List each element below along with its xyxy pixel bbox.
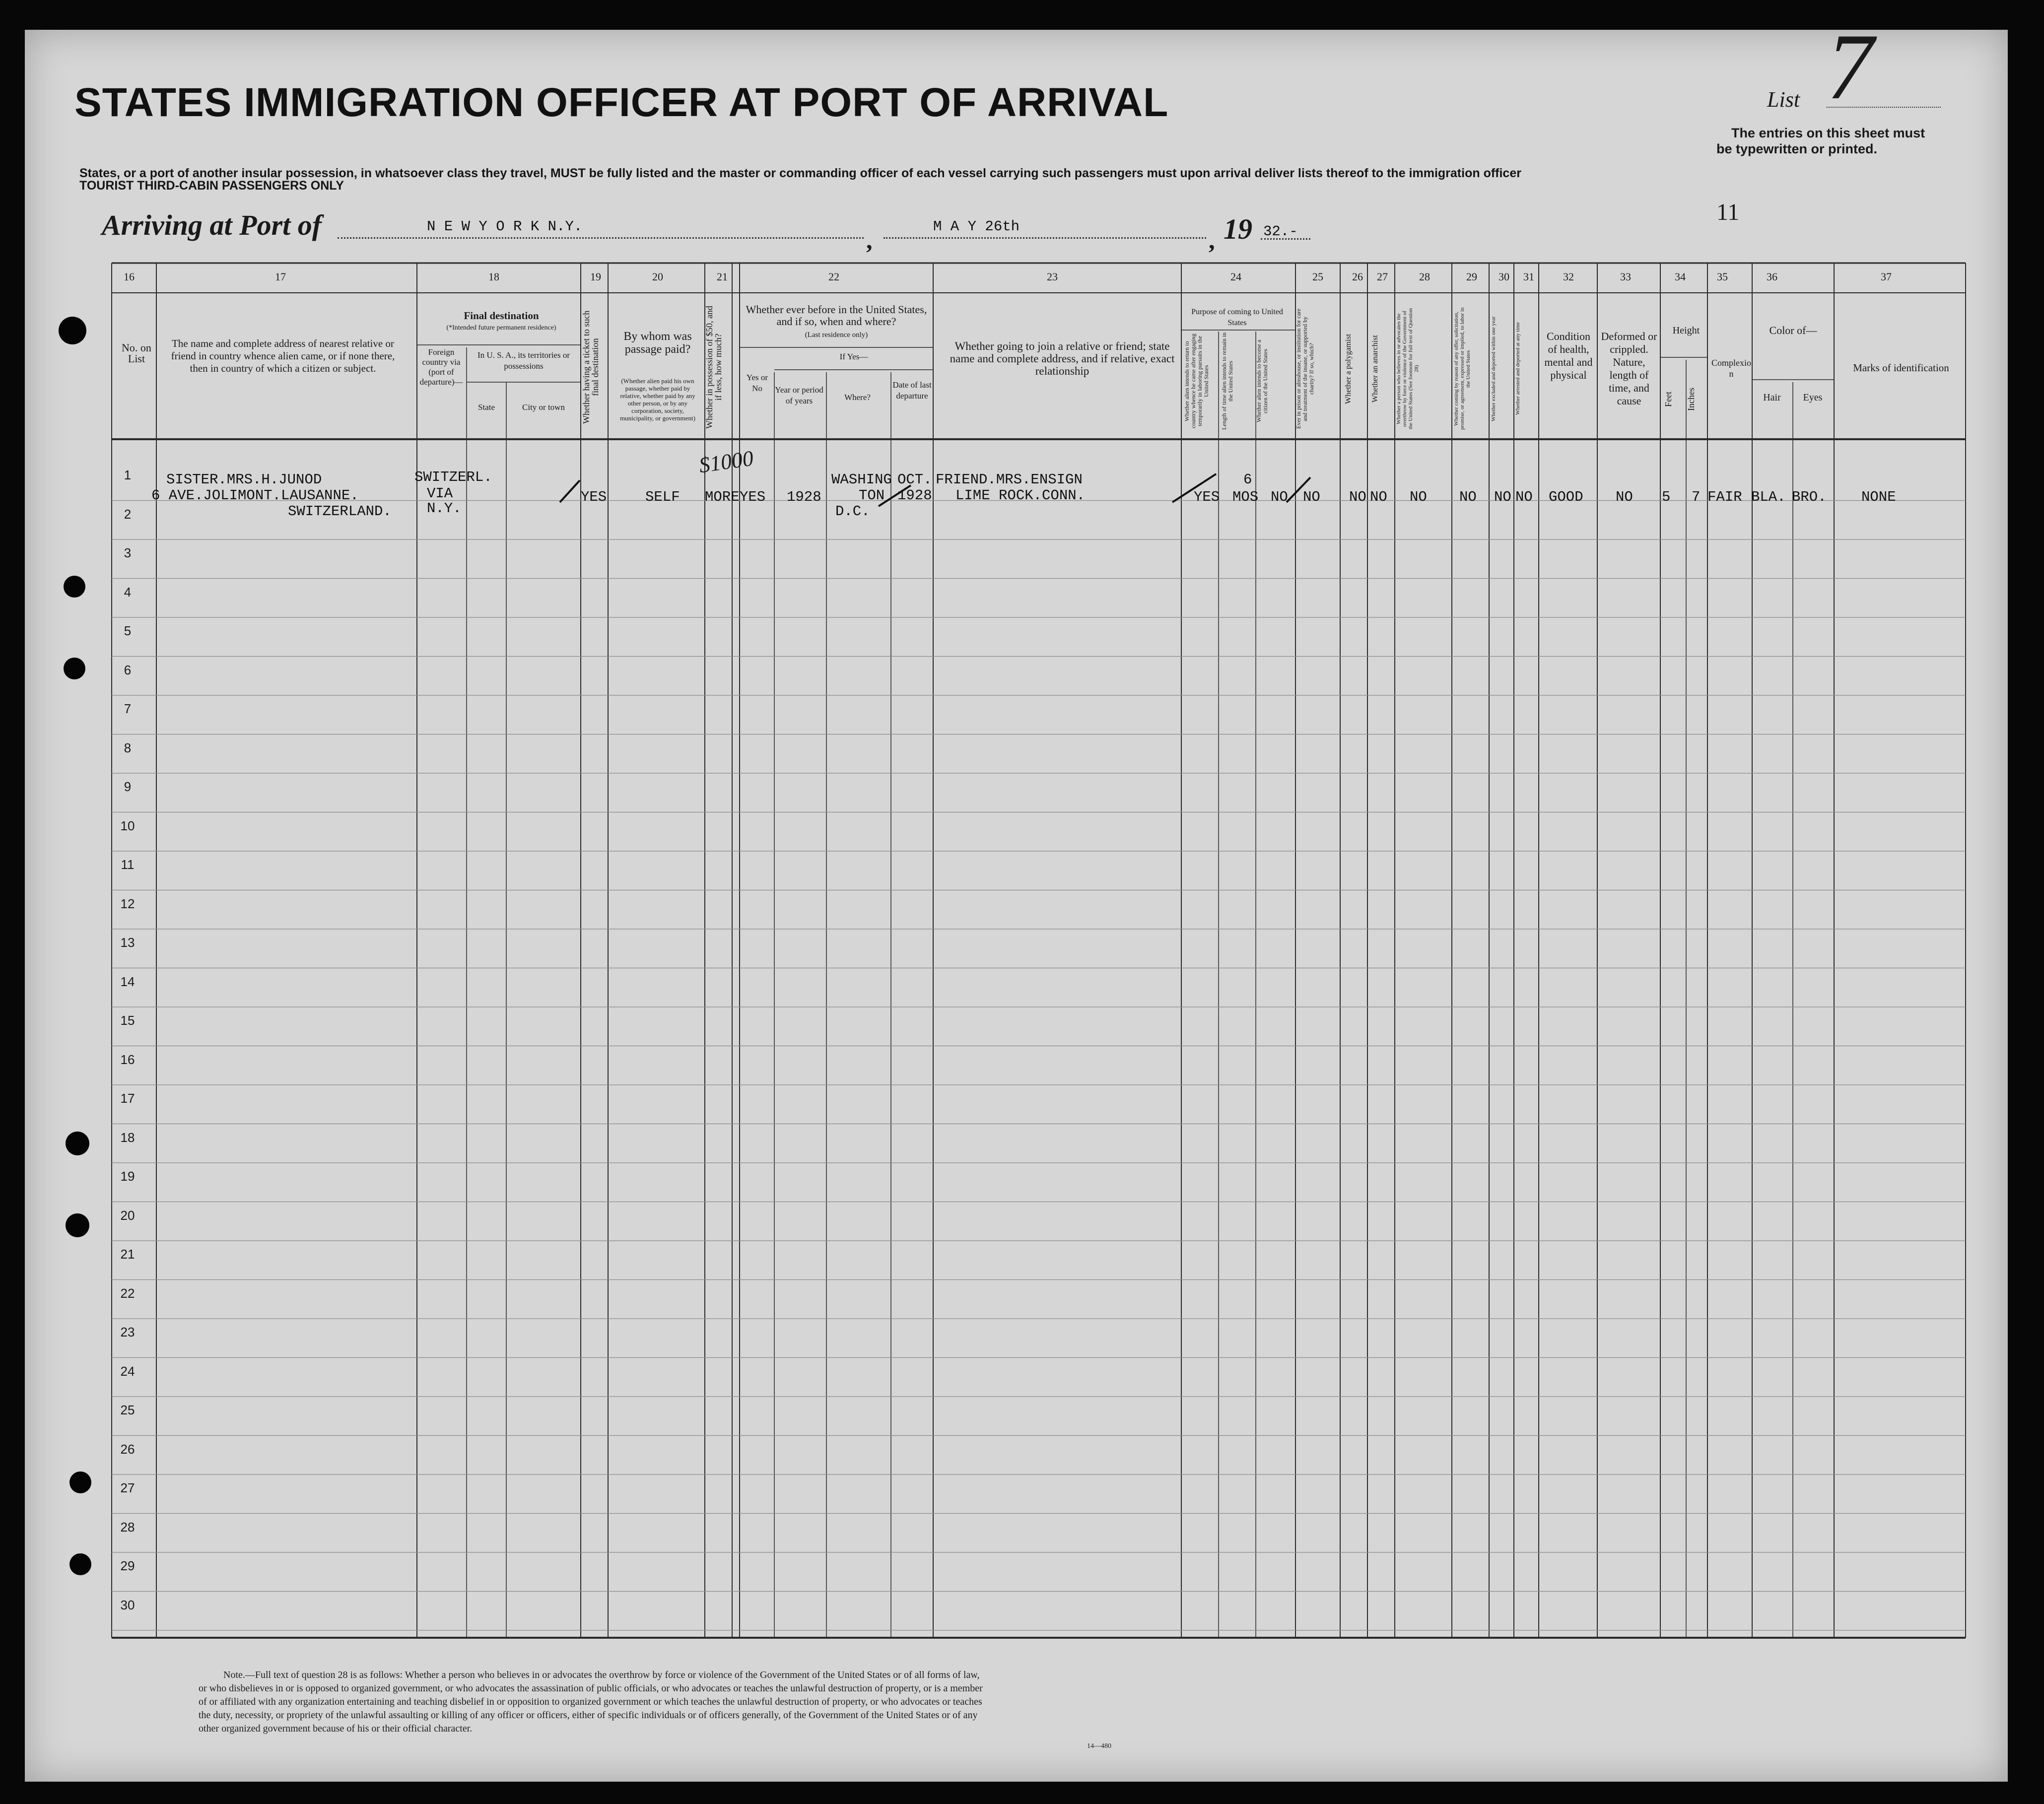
row-number: 2 <box>124 506 132 522</box>
entry-c18-line2: VIA <box>427 485 453 502</box>
header-c30: Whether excluded and deported within one year <box>1491 316 1497 421</box>
col-num-29: 29 <box>1466 270 1477 283</box>
entry-c18-line1: SWITZERL. <box>414 469 492 485</box>
header-c22-sub: (Last residence only) <box>805 331 868 339</box>
page-title: STATES IMMIGRATION OFFICER AT PORT OF ARRIVAL <box>74 80 1169 125</box>
header-c22-where: Where? <box>844 393 871 402</box>
form-number: 14—480 <box>1087 1742 1111 1750</box>
entry-c22-where-line3: D.C. <box>835 503 870 520</box>
col-num-31: 31 <box>1523 270 1534 283</box>
check-mark <box>1172 474 1216 502</box>
entry-c22-date-line1: OCT. <box>897 471 932 488</box>
row-number: 18 <box>120 1130 135 1145</box>
row-number: 8 <box>124 740 132 755</box>
check-mark <box>560 480 580 502</box>
col-num-37: 37 <box>1881 270 1892 283</box>
year-suffix: 32.- <box>1263 223 1298 240</box>
col-num-35: 35 <box>1717 270 1728 283</box>
row-number: 20 <box>120 1207 135 1223</box>
header-c26: Whether a polygamist <box>1344 334 1353 404</box>
header-c24-c: Whether alien intends to become a citizen of the United States <box>1255 339 1269 423</box>
entry-c29: NO <box>1459 489 1477 505</box>
row-number: 1 <box>124 468 132 482</box>
col-num-20: 20 <box>652 270 663 283</box>
footnote-line5: other organized government because of his or their official character. <box>199 1723 473 1734</box>
col-num-32: 32 <box>1563 270 1574 283</box>
header-c22-yesno: Yes or No <box>746 373 768 393</box>
entry-c35: FAIR <box>1707 489 1742 505</box>
header-c24-title: Purpose of coming to United States <box>1191 308 1283 327</box>
entry-c31: NO <box>1515 489 1533 505</box>
col-num-28: 28 <box>1419 270 1430 283</box>
header-instructions: States, or a port of another insular possession, in whatsoever class they travel, MUST be fully listed and the master or commanding officer of each vessel carrying such passengers must upon arrival deliver lists thereof to the immigration officer <box>79 166 1521 180</box>
arriving-label: Arriving at Port of <box>102 209 322 241</box>
header-c35: Complexion <box>1711 358 1751 379</box>
year-prefix: 19 <box>1224 213 1252 245</box>
header-c33: Deformed or crippled. Nature, length of time, and cause <box>1601 330 1657 407</box>
entry-c22-yesno: YES <box>740 489 766 505</box>
col-num-19: 19 <box>590 270 601 283</box>
col-num-18: 18 <box>488 270 499 283</box>
header-c18-sub: (*Intended future permanent residence) <box>446 324 556 332</box>
entries-note-line2: be typewritten or printed. <box>1716 141 1878 156</box>
entry-c36-eyes: BRO. <box>1792 489 1827 505</box>
footnote-line2: or who disbelieves in or is opposed to organized government, or who advocates the assassination of public officials, or who advocates or teaches the unlawful destruction of property, or is a member <box>199 1683 983 1694</box>
row-number: 15 <box>120 1013 135 1028</box>
entry-c21-handwritten: $1000 <box>697 446 755 478</box>
entry-c34-feet: 5 <box>1662 489 1671 505</box>
row-number: 27 <box>120 1480 135 1495</box>
row-number: 4 <box>124 584 132 600</box>
row-number: 3 <box>124 545 132 560</box>
comma: , <box>1209 226 1215 254</box>
row-number: 14 <box>120 974 135 989</box>
entry-c17-line2: 6 AVE.JOLIMONT.LAUSANNE. <box>151 487 359 504</box>
entry-c30: NO <box>1494 489 1511 505</box>
port-value: N E W Y O R K N.Y. <box>427 218 583 235</box>
row-number: 24 <box>120 1363 135 1379</box>
col-num-22: 22 <box>828 270 839 283</box>
row-number: 13 <box>120 935 135 950</box>
row-number: 29 <box>120 1558 135 1573</box>
col-num-25: 25 <box>1312 270 1323 283</box>
col-num-16: 16 <box>124 270 135 283</box>
row-number: 10 <box>120 818 135 833</box>
col-num-17: 17 <box>275 270 286 283</box>
entry-c37: NONE <box>1861 489 1896 505</box>
header-c20: By whom was passage paid? <box>623 330 692 356</box>
entry-c24-c: NO <box>1271 489 1288 505</box>
col-num-21: 21 <box>717 270 728 283</box>
entry-c26: NO <box>1349 489 1366 505</box>
footnote-line1: Note.—Full text of question 28 is as follows: Whether a person who believes in or advocates the overthrow by force or violence of the Government of the United States or of all forms of law, <box>223 1670 980 1680</box>
row-number: 30 <box>120 1597 135 1612</box>
entry-c24-b-line2: MOS <box>1232 489 1259 505</box>
header-c36-title: Color of— <box>1769 324 1817 336</box>
header-c18-city: City or town <box>522 402 565 412</box>
header-c34-inches: Inches <box>1686 388 1696 411</box>
date-value: M A Y 26th <box>933 218 1020 235</box>
row-number: 7 <box>124 701 132 716</box>
header-c27: Whether an anarchist <box>1371 335 1379 402</box>
header-c18-foreign: Foreign country via (port of departure)— <box>419 347 463 387</box>
row-number: 28 <box>120 1519 135 1535</box>
row-number: 17 <box>120 1091 135 1106</box>
row-number: 19 <box>120 1169 135 1184</box>
row-number: 23 <box>120 1325 135 1339</box>
header-c36-eyes: Eyes <box>1803 392 1823 403</box>
row-number: 22 <box>120 1285 135 1301</box>
list-number: 7 <box>1827 15 1874 119</box>
check-mark <box>1287 477 1310 502</box>
row-number: 21 <box>120 1247 135 1262</box>
entries-note-line1: The entries on this sheet must <box>1731 126 1925 140</box>
row-number: 16 <box>120 1052 135 1067</box>
entry-c22-where-line2: TON <box>859 487 885 504</box>
entry-c18-line3: N.Y. <box>427 500 462 517</box>
row-number: 5 <box>124 623 132 638</box>
row-number: 25 <box>120 1403 135 1417</box>
header-c20-sub: (Whether alien paid his own passage, whether paid by relative, whether paid by any other person, or by any corporation, society, municipality, or government) <box>620 377 695 422</box>
row-number: 12 <box>120 896 135 911</box>
header-c21: Whether in possession of $50, and if less, how much? <box>704 306 723 429</box>
header-c17: The name and complete address of nearest relative or friend in country whence alien came, or if none there, then in country of which a citizen or subject. <box>171 337 395 374</box>
header-c24-b: Length of time alien intends to remain in the United States <box>1221 332 1234 430</box>
entry-c36-hair: BLA. <box>1751 489 1786 505</box>
col-num-27: 27 <box>1377 270 1388 283</box>
check-mark <box>879 485 911 506</box>
col-num-24: 24 <box>1230 270 1241 283</box>
col-num-34: 34 <box>1675 270 1686 283</box>
entry-c24-a: YES <box>1194 489 1220 505</box>
header-c29: Whether coming by reason of any offer, solicitation, promise, or agreement, expressed or implied, to labor in the United States <box>1453 307 1471 430</box>
header-c36-hair: Hair <box>1763 392 1781 403</box>
row-number: 9 <box>124 779 132 794</box>
col-num-26: 26 <box>1352 270 1363 283</box>
entry-c17-line1: SISTER.MRS.H.JUNOD <box>166 471 322 488</box>
header-c25: Ever in prison or almshouse, or institution for care and treatment of the insane, or supported by charity? If so, which? <box>1295 308 1315 429</box>
entry-c32: GOOD <box>1549 489 1583 505</box>
col-num-30: 30 <box>1499 270 1509 283</box>
header-c24-a: Whether alien intends to return to country whence he came after engaging temporarily in laboring pursuits in the United States <box>1183 334 1210 429</box>
entry-c22-year: 1928 <box>787 489 821 505</box>
header-c28: Whether a person who believes in or advocates the overthrow by force or violence of the Government of the United States (See footnote for full text of Question 28) <box>1396 308 1420 430</box>
list-label: List <box>1767 87 1800 112</box>
header-c22-title: Whether ever before in the United States, and if so, when and where? <box>746 303 927 328</box>
header-c31: Whether arrested and deported at any time <box>1515 322 1521 415</box>
header-c18-title: Final destination <box>464 310 539 322</box>
comma: , <box>866 226 873 254</box>
entry-c23-line1: FRIEND.MRS.ENSIGN <box>936 471 1083 488</box>
header-c18-state: State <box>478 402 495 412</box>
header-c22-ifyes: If Yes— <box>839 352 868 361</box>
row-number: 11 <box>121 857 135 872</box>
entry-c22-where-line1: WASHING <box>831 471 892 488</box>
col-num-36: 36 <box>1767 270 1777 283</box>
entry-c25: NO <box>1303 489 1320 505</box>
header-c37: Marks of identification <box>1853 362 1949 374</box>
header-c32: Condition of health, mental and physical <box>1544 330 1593 381</box>
footnote-line4: the duty, necessity, or propriety of the unlawful assaulting or killing of any officer or officers, either of specific individuals or of officers generally, of the Government of the United States or of any <box>199 1710 978 1721</box>
entry-c34-inches: 7 <box>1692 489 1701 505</box>
entry-c27: NO <box>1370 489 1387 505</box>
header-c23: Whether going to join a relative or friend; state name and complete address, and if relative, exact relationship <box>950 340 1175 377</box>
entry-c28: NO <box>1410 489 1427 505</box>
header-c22-date: Date of last departure <box>892 380 932 401</box>
col-num-33: 33 <box>1620 270 1631 283</box>
entry-c33: NO <box>1616 489 1633 505</box>
row-number: 6 <box>124 662 132 677</box>
entry-c22-date-line2: 1928 <box>897 487 932 504</box>
header-c18-usa: In U. S. A., its territories or possessions <box>477 350 570 371</box>
entry-c24-b-line1: 6 <box>1243 471 1252 488</box>
row-number: 26 <box>120 1441 135 1457</box>
header-c19: Whether having a ticket to such final destination <box>581 310 600 424</box>
header-c34-title: Height <box>1672 325 1700 336</box>
page-number: 11 <box>1716 199 1740 225</box>
header-c34-feet: Feet <box>1663 392 1673 407</box>
entry-c23-line2: LIME ROCK.CONN. <box>955 487 1086 504</box>
entry-c20: SELF <box>645 489 680 505</box>
entry-c17-line3: SWITZERLAND. <box>288 503 392 520</box>
footnote-line3: of or affiliated with any organization entertaining and teaching disbelief in or opposition to organized government or which teaches the unlawful destruction of property, or who advocates or teaches <box>199 1696 982 1707</box>
header-no-on-list: No. on List <box>122 341 151 365</box>
entry-c19: YES <box>581 489 607 505</box>
entry-c21: MORE <box>705 489 740 505</box>
header-class-note: TOURIST THIRD-CABIN PASSENGERS ONLY <box>79 179 344 193</box>
header-c22-year: Year or period of years <box>775 385 823 405</box>
col-num-23: 23 <box>1047 270 1058 283</box>
